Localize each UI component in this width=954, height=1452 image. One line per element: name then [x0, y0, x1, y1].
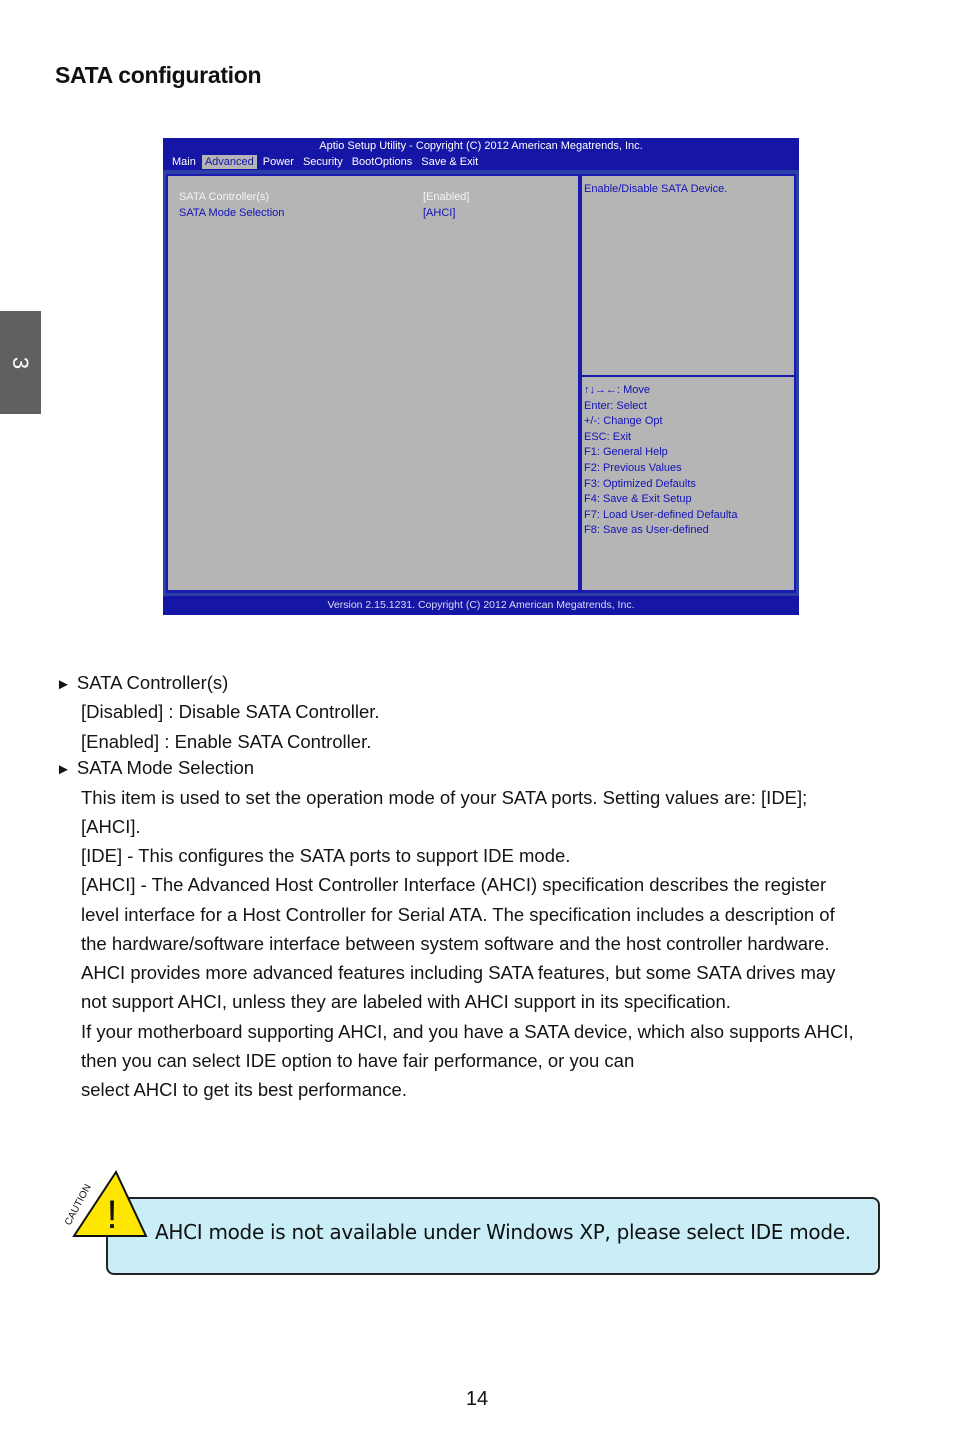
bios-title: Aptio Setup Utility - Copyright (C) 2012 American Megatrends, Inc. [319, 140, 643, 152]
item1-line: [Disabled] : Disable SATA Controller. [81, 701, 380, 722]
bios-options-panel [168, 176, 578, 590]
key-legend [584, 383, 737, 539]
key-enter: Enter: Select [584, 399, 647, 412]
item2-line: then you can select IDE option to have fair performance, or you can [81, 1050, 635, 1071]
key-f8: F8: Save as User-defined [584, 524, 709, 537]
option-sata-controller-label[interactable]: SATA Controller(s) [179, 191, 270, 203]
arrow-keys-icon: ↑↓→← [584, 384, 617, 396]
triangle-bullet-icon: ► [56, 761, 71, 778]
item1-heading [56, 672, 228, 694]
triangle-bullet-icon: ► [56, 676, 71, 693]
svg-text:!: ! [106, 1193, 118, 1237]
tab-security[interactable]: Security [302, 156, 343, 168]
help-divider [582, 375, 794, 377]
tab-advanced[interactable]: Advanced [202, 155, 257, 169]
page-number: 14 [465, 1388, 489, 1410]
help-text: Enable/Disable SATA Device. [584, 183, 728, 195]
key-move-label: : Move [617, 384, 651, 396]
caution-text: AHCI mode is not available under Windows XP, please select IDE mode. [155, 1220, 851, 1244]
item2-line: the hardware/software interface between system software and the host controller hardware. [81, 933, 830, 954]
bios-help-panel [582, 176, 794, 590]
tab-boot-options[interactable]: BootOptions [351, 156, 413, 168]
key-f7: F7: Load User-defined Defaulta [584, 508, 738, 521]
item2-title: SATA Mode Selection [76, 757, 255, 778]
caution-icon [62, 1168, 148, 1240]
chapter-number: 3 [8, 356, 34, 369]
item2-line: If your motherboard supporting AHCI, and you have a SATA device, which also supports AHCI, [81, 1021, 854, 1042]
key-f4: F4: Save & Exit Setup [584, 493, 692, 506]
tab-save-exit[interactable]: Save & Exit [421, 156, 479, 168]
key-f2: F2: Previous Values [584, 461, 682, 474]
caution-label: CAUTION [62, 1182, 94, 1228]
key-f3: F3: Optimized Defaults [584, 477, 696, 490]
tab-main[interactable]: Main [172, 156, 196, 168]
key-esc: ESC: Exit [584, 430, 632, 443]
item2-line: select AHCI to get its best performance. [81, 1079, 407, 1100]
chapter-tab [0, 311, 41, 414]
section-title: SATA configuration [55, 62, 262, 88]
key-f1: F1: General Help [584, 446, 668, 459]
item1-line: [Enabled] : Enable SATA Controller. [81, 731, 372, 752]
item2-line: level interface for a Host Controller for Serial ATA. The specification includes a description of [81, 904, 835, 925]
bios-tab-bar [169, 155, 484, 169]
tab-power[interactable]: Power [262, 156, 294, 168]
option-sata-mode-label[interactable]: SATA Mode Selection [179, 207, 285, 219]
item2-heading [56, 757, 254, 779]
item2-line: [IDE] - This configures the SATA ports to support IDE mode. [81, 845, 571, 866]
item2-line: not support AHCI, unless they are labeled with AHCI support in its specification. [81, 991, 731, 1012]
option-sata-controller-value[interactable]: [Enabled] [423, 191, 470, 203]
item2-line: AHCI provides more advanced features including SATA features, but some SATA drives may [81, 962, 836, 983]
item2-line: This item is used to set the operation mode of your SATA ports. Setting values are: [IDE]; [81, 787, 808, 808]
option-sata-mode-value[interactable]: [AHCI] [423, 207, 456, 219]
item1-title: SATA Controller(s) [76, 672, 229, 693]
item2-line: [AHCI]. [81, 816, 141, 837]
bios-screenshot [163, 138, 799, 615]
bios-footer: Version 2.15.1231. Copyright (C) 2012 American Megatrends, Inc. [163, 596, 799, 615]
bios-body [166, 174, 796, 593]
item2-line: [AHCI] - The Advanced Host Controller Interface (AHCI) specification describes the register [81, 874, 827, 895]
key-change: +/-: Change Opt [584, 415, 663, 428]
bios-header [163, 138, 799, 170]
key-move [584, 383, 737, 399]
